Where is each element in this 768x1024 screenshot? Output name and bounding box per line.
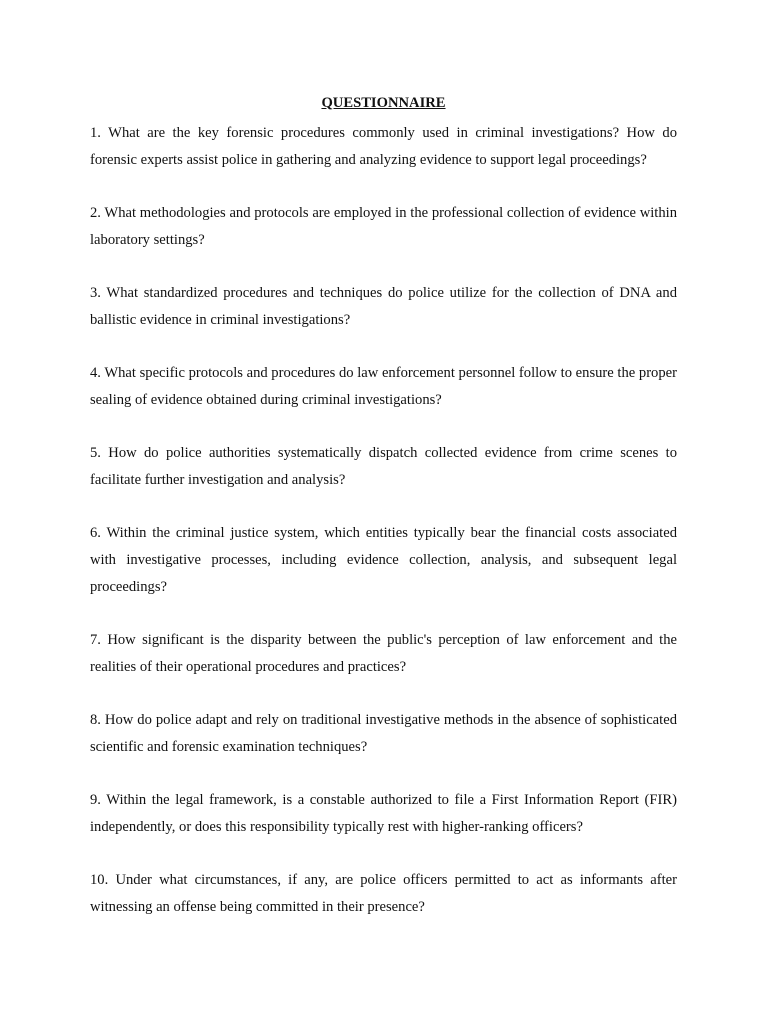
question-item: 3. What standardized procedures and techniques do police utilize for the collection of DNA and ballistic evidence in criminal investigations? <box>90 285 677 328</box>
question-item: 7. How significant is the disparity between the public's perception of law enforcement and the realities of their operational procedures and practices? <box>90 632 677 675</box>
question-item: 5. How do police authorities systematically dispatch collected evidence from crime scenes to facilitate further investigation and analysis? <box>90 445 677 488</box>
document-body <box>90 93 677 947</box>
question-item: 9. Within the legal framework, is a constable authorized to file a First Information Report (FIR) independently, or does this responsibility typically rest with higher-ranking officers? <box>90 792 677 835</box>
question-item: 1. What are the key forensic procedures commonly used in criminal investigations? How do forensic experts assist police in gathering and analyzing evidence to support legal proceedings? <box>90 125 677 168</box>
document-title: QUESTIONNAIRE <box>321 95 446 111</box>
question-item: 2. What methodologies and protocols are employed in the professional collection of evidence within laboratory settings? <box>90 205 677 248</box>
question-item: 8. How do police adapt and rely on traditional investigative methods in the absence of sophisticated scientific and forensic examination techniques? <box>90 712 677 755</box>
question-item: 4. What specific protocols and procedures do law enforcement personnel follow to ensure the proper sealing of evidence obtained during criminal investigations? <box>90 365 677 408</box>
question-item: 6. Within the criminal justice system, which entities typically bear the financial costs associated with investigative processes, including evidence collection, analysis, and subsequent legal proceedings? <box>90 525 677 595</box>
question-item: 10. Under what circumstances, if any, are police officers permitted to act as informants after witnessing an offense being committed in their presence? <box>90 872 677 915</box>
